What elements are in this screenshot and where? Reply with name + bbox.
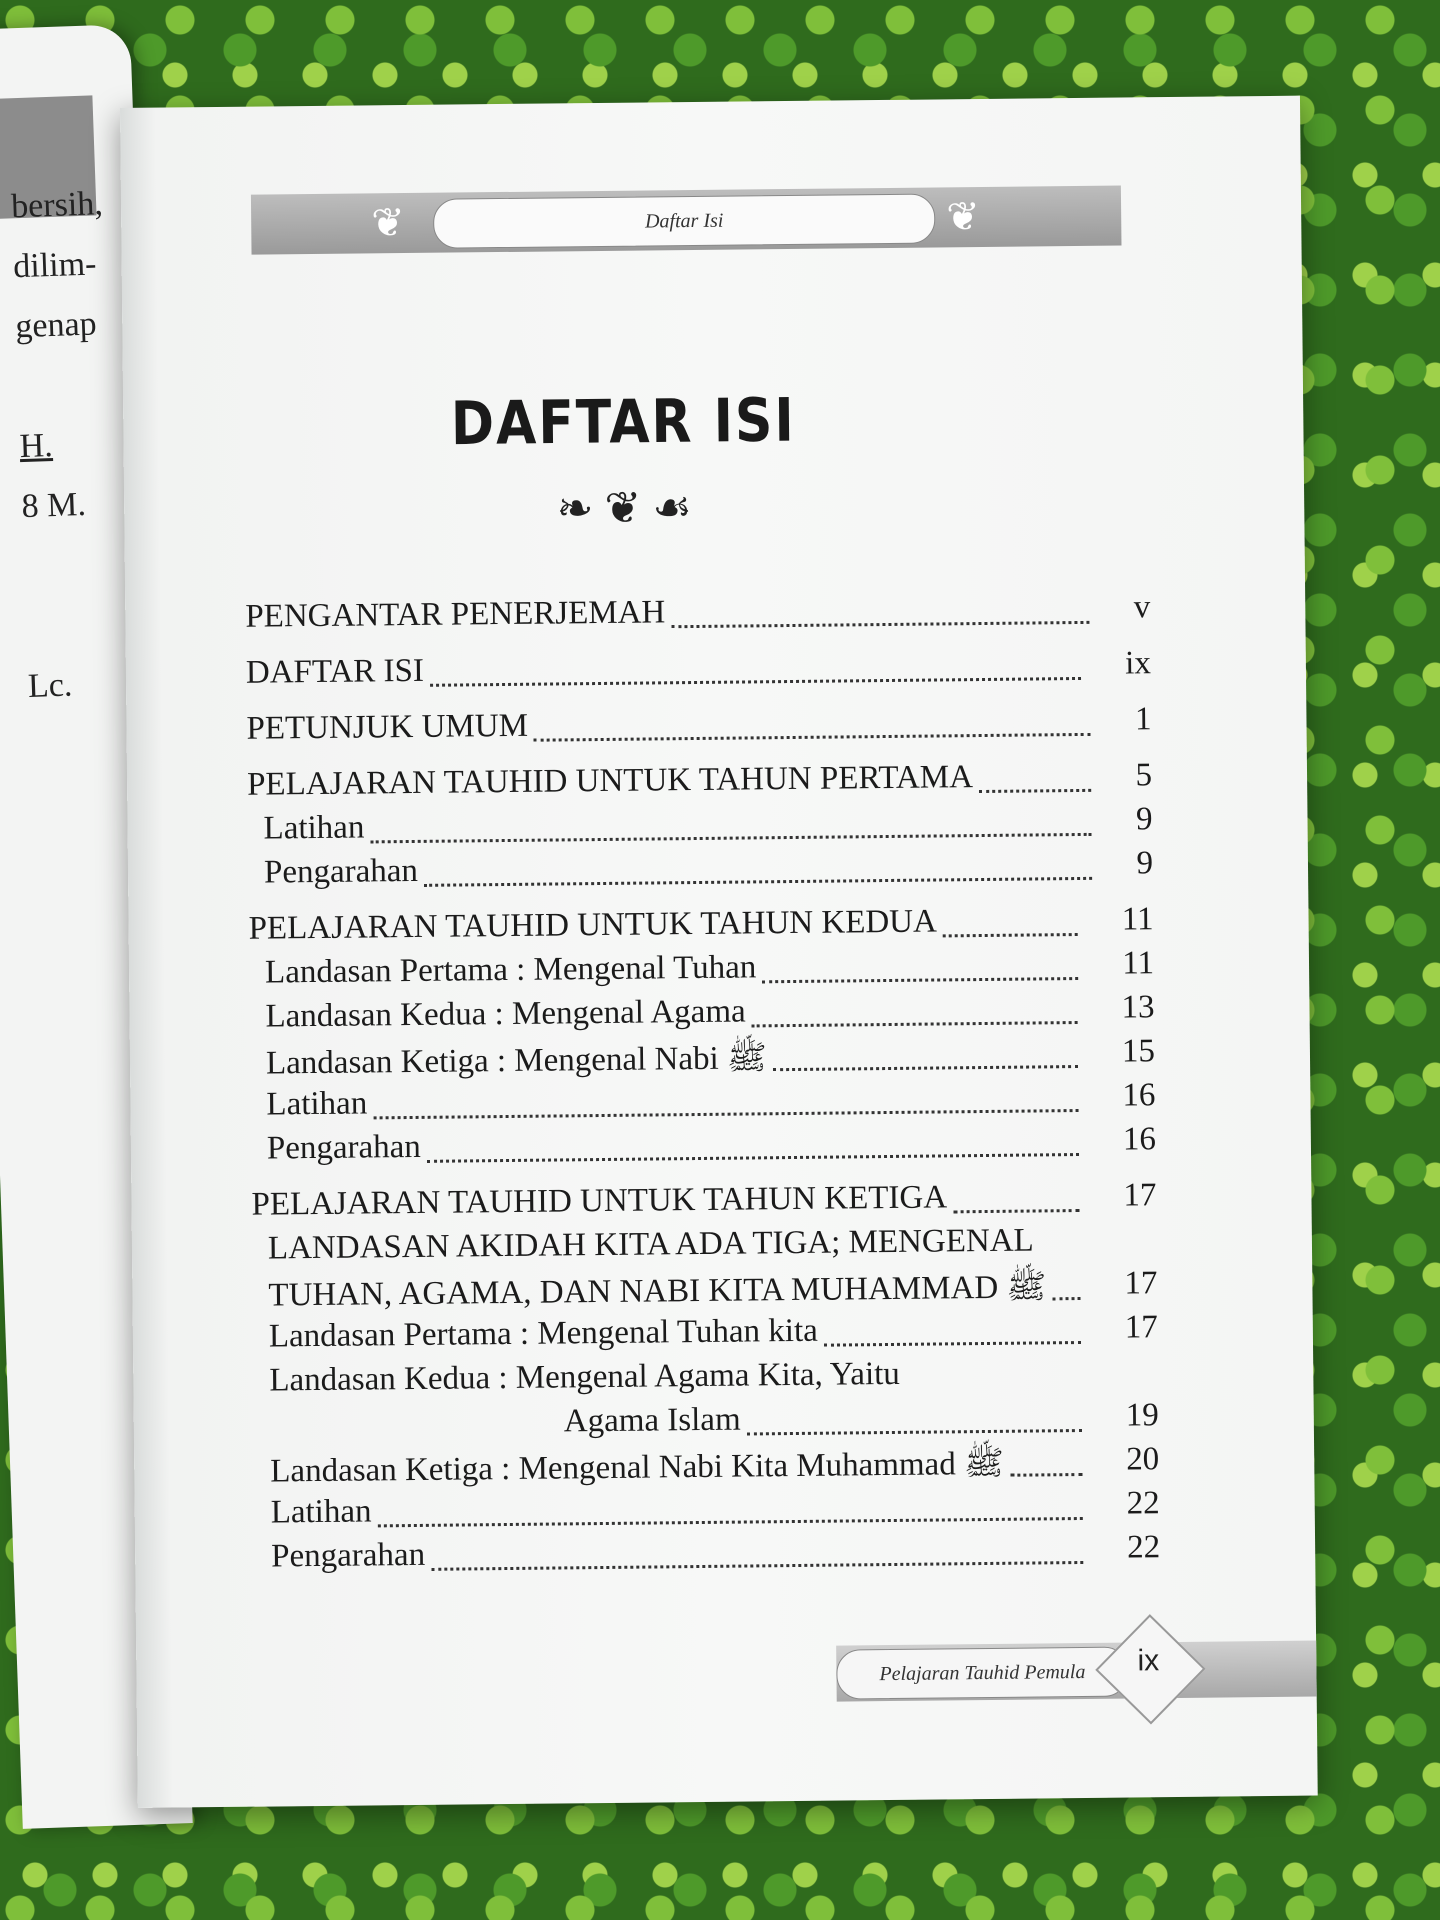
toc-page-number: 1 bbox=[1134, 701, 1152, 738]
toc-page-number: 22 bbox=[1126, 1485, 1160, 1522]
toc-leader-dots bbox=[430, 677, 1081, 687]
header-ornament-icon: ❦ bbox=[370, 200, 405, 246]
toc-entry bbox=[246, 701, 1151, 754]
toc-leader-dots bbox=[824, 1341, 1081, 1347]
toc-entry-title: LANDASAN AKIDAH KITA ADA TIGA; MENGENAL bbox=[267, 1222, 1034, 1267]
toc-leader-dots bbox=[773, 1065, 1078, 1071]
toc-entry-title: PELAJARAN TAUHID UNTUK TAHUN KETIGA bbox=[251, 1179, 948, 1223]
running-title: Daftar Isi bbox=[433, 193, 935, 248]
toc-entry-title: Pengarahan bbox=[263, 852, 419, 891]
toc-entry-title: Landasan Kedua : Mengenal Agama Kita, Yaitu bbox=[269, 1355, 901, 1399]
page-number: ix bbox=[1137, 1644, 1160, 1678]
left-page-text: H. bbox=[18, 427, 54, 466]
toc-leader-dots bbox=[427, 1153, 1079, 1163]
toc-entry-title: Landasan Ketiga : Mengenal Nabi Kita Muhammad ﷺ bbox=[270, 1445, 1005, 1490]
toc-entry-title: DAFTAR ISI bbox=[245, 652, 425, 691]
toc-leader-dots bbox=[371, 833, 1092, 844]
toc-leader-dots bbox=[762, 977, 1078, 983]
book-page bbox=[120, 96, 1318, 1808]
toc-leader-dots bbox=[671, 621, 1089, 628]
toc-leader-dots bbox=[954, 1209, 1080, 1213]
toc-entry-title: Latihan bbox=[270, 1493, 372, 1531]
toc-entry bbox=[251, 1121, 1156, 1174]
toc-leader-dots bbox=[1053, 1297, 1081, 1300]
toc-page-number: ix bbox=[1125, 645, 1152, 682]
toc-entry bbox=[255, 1529, 1160, 1582]
toc-page-number: v bbox=[1133, 589, 1151, 626]
toc-entry-title: Latihan bbox=[263, 809, 365, 847]
toc-page-number: 11 bbox=[1121, 901, 1154, 938]
toc-page-number: 17 bbox=[1123, 1177, 1157, 1214]
toc-page-number: 5 bbox=[1135, 757, 1153, 794]
left-page-text: bersih, bbox=[10, 185, 104, 226]
toc-entry-title: Pengarahan bbox=[270, 1536, 426, 1575]
toc-entry-title: TUHAN, AGAMA, DAN NABI KITA MUHAMMAD ﷺ bbox=[268, 1269, 1047, 1314]
toc-entry-title: Landasan Pertama : Mengenal Tuhan kita bbox=[268, 1312, 819, 1355]
toc-entry bbox=[248, 845, 1153, 898]
title-ornament-icon: ❧ ❦ ☙ bbox=[556, 483, 693, 534]
page-title: DAFTAR ISI bbox=[450, 386, 797, 460]
toc-page-number: 17 bbox=[1124, 1265, 1158, 1302]
toc-leader-dots bbox=[747, 1429, 1082, 1436]
toc-page-number: 9 bbox=[1135, 801, 1153, 838]
toc-leader-dots bbox=[431, 1561, 1083, 1571]
toc-page-number: 16 bbox=[1122, 1121, 1157, 1158]
toc-page-number: 9 bbox=[1136, 845, 1154, 882]
left-page-text: dilim- bbox=[12, 245, 98, 286]
toc-leader-dots bbox=[534, 733, 1091, 742]
toc-page-number: 11 bbox=[1122, 945, 1155, 982]
running-header bbox=[251, 186, 1122, 255]
left-page-text: genap bbox=[14, 305, 98, 346]
toc-page-number: 22 bbox=[1126, 1529, 1161, 1566]
toc-entry bbox=[246, 645, 1151, 698]
toc-leader-dots bbox=[374, 1109, 1079, 1119]
left-page-text: 8 M. bbox=[21, 485, 87, 526]
toc-entry-title: Latihan bbox=[266, 1085, 368, 1123]
toc-entry-title: Landasan Ketiga : Mengenal Nabi ﷺ bbox=[265, 1040, 767, 1082]
toc-page-number: 20 bbox=[1126, 1441, 1160, 1478]
toc-entry bbox=[245, 589, 1150, 642]
toc-leader-dots bbox=[1010, 1473, 1082, 1477]
toc-entry-title: PELAJARAN TAUHID UNTUK TAHUN PERTAMA bbox=[246, 759, 974, 803]
toc-entry-title: PETUNJUK UMUM bbox=[246, 707, 529, 747]
toc-entry-title: Agama Islam bbox=[563, 1401, 741, 1440]
toc-leader-dots bbox=[378, 1517, 1083, 1527]
toc-page-number: 17 bbox=[1124, 1309, 1159, 1346]
toc-page-number: 16 bbox=[1122, 1077, 1156, 1114]
toc-entry-title: Pengarahan bbox=[266, 1128, 422, 1167]
toc-entry-title: Landasan Kedua : Mengenal Agama bbox=[265, 993, 746, 1035]
toc-entry-title: PENGANTAR PENERJEMAH bbox=[245, 594, 666, 635]
toc-entry-title: Landasan Pertama : Mengenal Tuhan bbox=[264, 949, 757, 991]
toc-leader-dots bbox=[424, 877, 1092, 887]
book-title: Pelajaran Tauhid Pemula bbox=[836, 1647, 1129, 1700]
table-of-contents bbox=[245, 577, 1160, 1582]
toc-page-number: 13 bbox=[1121, 989, 1155, 1026]
toc-entry-title: PELAJARAN TAUHID UNTUK TAHUN KEDUA bbox=[248, 903, 938, 947]
toc-page-number: 19 bbox=[1125, 1397, 1159, 1434]
header-ornament-icon: ❦ bbox=[945, 194, 980, 240]
toc-leader-dots bbox=[979, 789, 1091, 793]
toc-leader-dots bbox=[943, 933, 1078, 937]
toc-page-number: 15 bbox=[1121, 1033, 1156, 1070]
running-footer bbox=[836, 1641, 1317, 1702]
toc-leader-dots bbox=[752, 1021, 1078, 1027]
left-page-text: Lc. bbox=[27, 666, 73, 706]
